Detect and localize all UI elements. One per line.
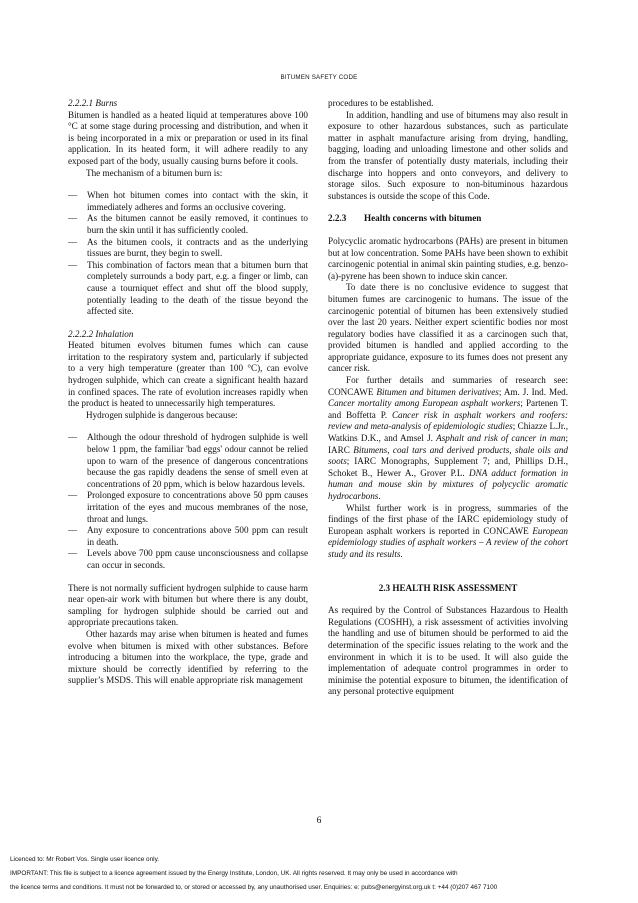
h2s-list-item: — Levels above 700 ppm cause unconsciousness and collapse can occur in seconds.	[68, 548, 308, 571]
section-heading-risk-assessment: 2.3 HEALTH RISK ASSESSMENT	[378, 582, 518, 593]
burns-list-item: — This combination of factors mean that a bitumen burn that completely surrounds a body part, e.g. a finger or limb, can cause a tourniquet effect and shut off the blood supply, potentially leading to the death of the tissue beyond the affected site.	[68, 260, 308, 318]
concawe-paragraph: Whilst further work is in progress, summaries of the findings of the first phase of the IARC epidemiology study of European asphalt workers is reported in CONCAWE European epidemiology studies of asphalt workers – A review of the cohort study and its results.	[328, 502, 568, 559]
section-title: Health concerns with bitumen	[364, 213, 482, 224]
section-heading-health-concerns	[328, 213, 568, 225]
right-column	[328, 98, 568, 698]
burns-list-item: — When hot bitumen comes into contact with the skin, it immediately adheres and forms an occlusive covering.	[68, 190, 308, 213]
footer-licence-line: Licenced to: Mr Robert Vos. Single user licence only.	[10, 856, 160, 863]
burns-mechanism-intro: The mechanism of a bitumen burn is:	[86, 167, 223, 178]
burns-list-item: — As the bitumen cannot be easily removed, it continues to burn the skin until it has sufficiently cooled.	[68, 213, 308, 236]
pah-paragraph: Polycyclic aromatic hydrocarbons (PAHs) are present in bitumen but at low concentration. Some PAHs have been shown to exhibit carcinogenic potential in animal skin painting studies, e.g. benzo-(a)-pyrene has been shown to induce skin cancer.	[328, 235, 568, 281]
burns-list-item: — As the bitumen cools, it contracts and as the underlying tissues are burnt, they begin to swell.	[68, 237, 308, 260]
footer-terms-line: the licence terms and conditions. It must not be forwarded to, or stored or accessed by, any unauthorised user. Enquiries: e: pubs@energyinst.org.uk t: +44 (0)207 467 7100	[10, 884, 498, 891]
inhalation-heading: 2.2.2.2 Inhalation	[68, 328, 134, 339]
h2s-list-item: — Any exposure to concentrations above 500 ppm can result in death.	[68, 525, 308, 548]
references-paragraph: For further details and summaries of research see: CONCAWE Bitumen and bitumen derivatives; Am. J. Ind. Med. Cancer mortality among European asphalt workers; Partenen T. and Boffetta P. Cancer risk in asphalt workers and roofers: review and meta-analysis of epidemiologic studies; Chiazze L.Jr., Watkins D.K., and Amsel J. Asphalt and risk of cancer in man; IARC Bitumens, coal tars and derived products, shale oils and soots; IARC Monographs, Supplement 7; and, Phillips D.H., Schoket B., Hewer A., Grover P.L. DNA adduct formation in human and mouse skin by mixtures of polycyclic aromatic hydrocarbons.	[328, 375, 569, 501]
inhalation-paragraph: Heated bitumen evolves bitumen fumes which can cause irritation to the respiratory system and, particularly if subjected to a very high temperature (greater than 100 °C), can evolve hydrogen sulphide, which can create a significant health hazard in confined spaces. The rate of evolution increases rapidly when the product is heated to unnecessarily high temperatures.	[68, 340, 308, 409]
other-hazards-paragraph: Other hazards may arise when bitumen is heated and fumes evolve when bitumen is mixed with other substances. Before introducing a bitumen into the workplace, the type, grade and mixture should be correctly identified by referring to the supplier’s MSDS. This will enable appropriate risk management	[68, 628, 308, 686]
carcinogenic-paragraph: To date there is no conclusive evidence to suggest that bitumen fumes are carcinogenic to humans. The issue of the carcinogenic potential of bitumen has been extensively studied over the last 20 years. Neither expert scientific bodies nor most regulatory bodies have classified it as a carcinogen such that, provided bitumen is handled and applied according to the appropriate guidance, exposure to its fumes does not present any cancer risk.	[328, 282, 568, 374]
burns-paragraph: Bitumen is handled as a heated liquid at temperatures above 100 °C at some stage during processing and distribution, and when it is being incorporated in a mix or preparation or used in its final application. In its heated form, it will adhere readily to any exposed part of the body, usually causing burns before it cools.	[68, 109, 308, 166]
footer-important-line: IMPORTANT: This file is subject to a licence agreement issued by the Energy Institute, London, UK. All rights reserved. It may only be used in accordance with	[10, 870, 458, 877]
running-head: BITUMEN SAFETY CODE	[280, 74, 358, 81]
page-number: 6	[316, 816, 322, 826]
outro-paragraph: There is not normally sufficient hydrogen sulphide to cause harm near open-air work with bitumen but where there is any doubt, sampling for hydrogen sulphide should be carried out and appropriate precautions taken.	[68, 582, 308, 628]
left-column	[68, 98, 308, 687]
burns-heading: 2.2.2.1 Burns	[68, 98, 118, 108]
continued-paragraph: procedures to be established.	[328, 98, 434, 108]
other-substances-paragraph: In addition, handling and use of bitumens may also result in exposure to other hazardous substances, such as particulate matter in asphalt manufacture arising from drying, handling, bagging, loading and unloading limestone and other solids and from the transfer of potentially dusty materials, including their discharge into hoppers and onto conveyors, and delivery to storage silos. Such exposure to non-bituminous hazardous substances is outside the scope of this Code.	[328, 109, 568, 201]
h2s-list-item: — Prolonged exposure to concentrations above 50 ppm causes irritation of the eyes and mucous membranes of the nose, throat and lungs.	[68, 490, 308, 525]
section-number: 2.2.3	[328, 213, 347, 224]
hydrogen-sulphide-intro: Hydrogen sulphide is dangerous because:	[86, 409, 238, 420]
h2s-list-item: — Although the odour threshold of hydrogen sulphide is well below 1 ppm, the familiar 'bad eggs' odour cannot be relied upon to warn of the presence of dangerous concentrations because the gas rapidly deadens the sense of smell even at concentrations of 20 ppm, which is below hazardous levels.	[68, 432, 308, 490]
risk-assessment-paragraph: As required by the Control of Substances Hazardous to Health Regulations (COSHH), a risk assessment of activities involving the handling and use of bitumen should be performed to aid the determination of the specific issues relating to the work and the environment in which it is to be used. It will also guide the implementation of adequate control programmes in order to minimise the potential exposure to bitumen, the identification of any personal protective equipment	[328, 605, 568, 697]
